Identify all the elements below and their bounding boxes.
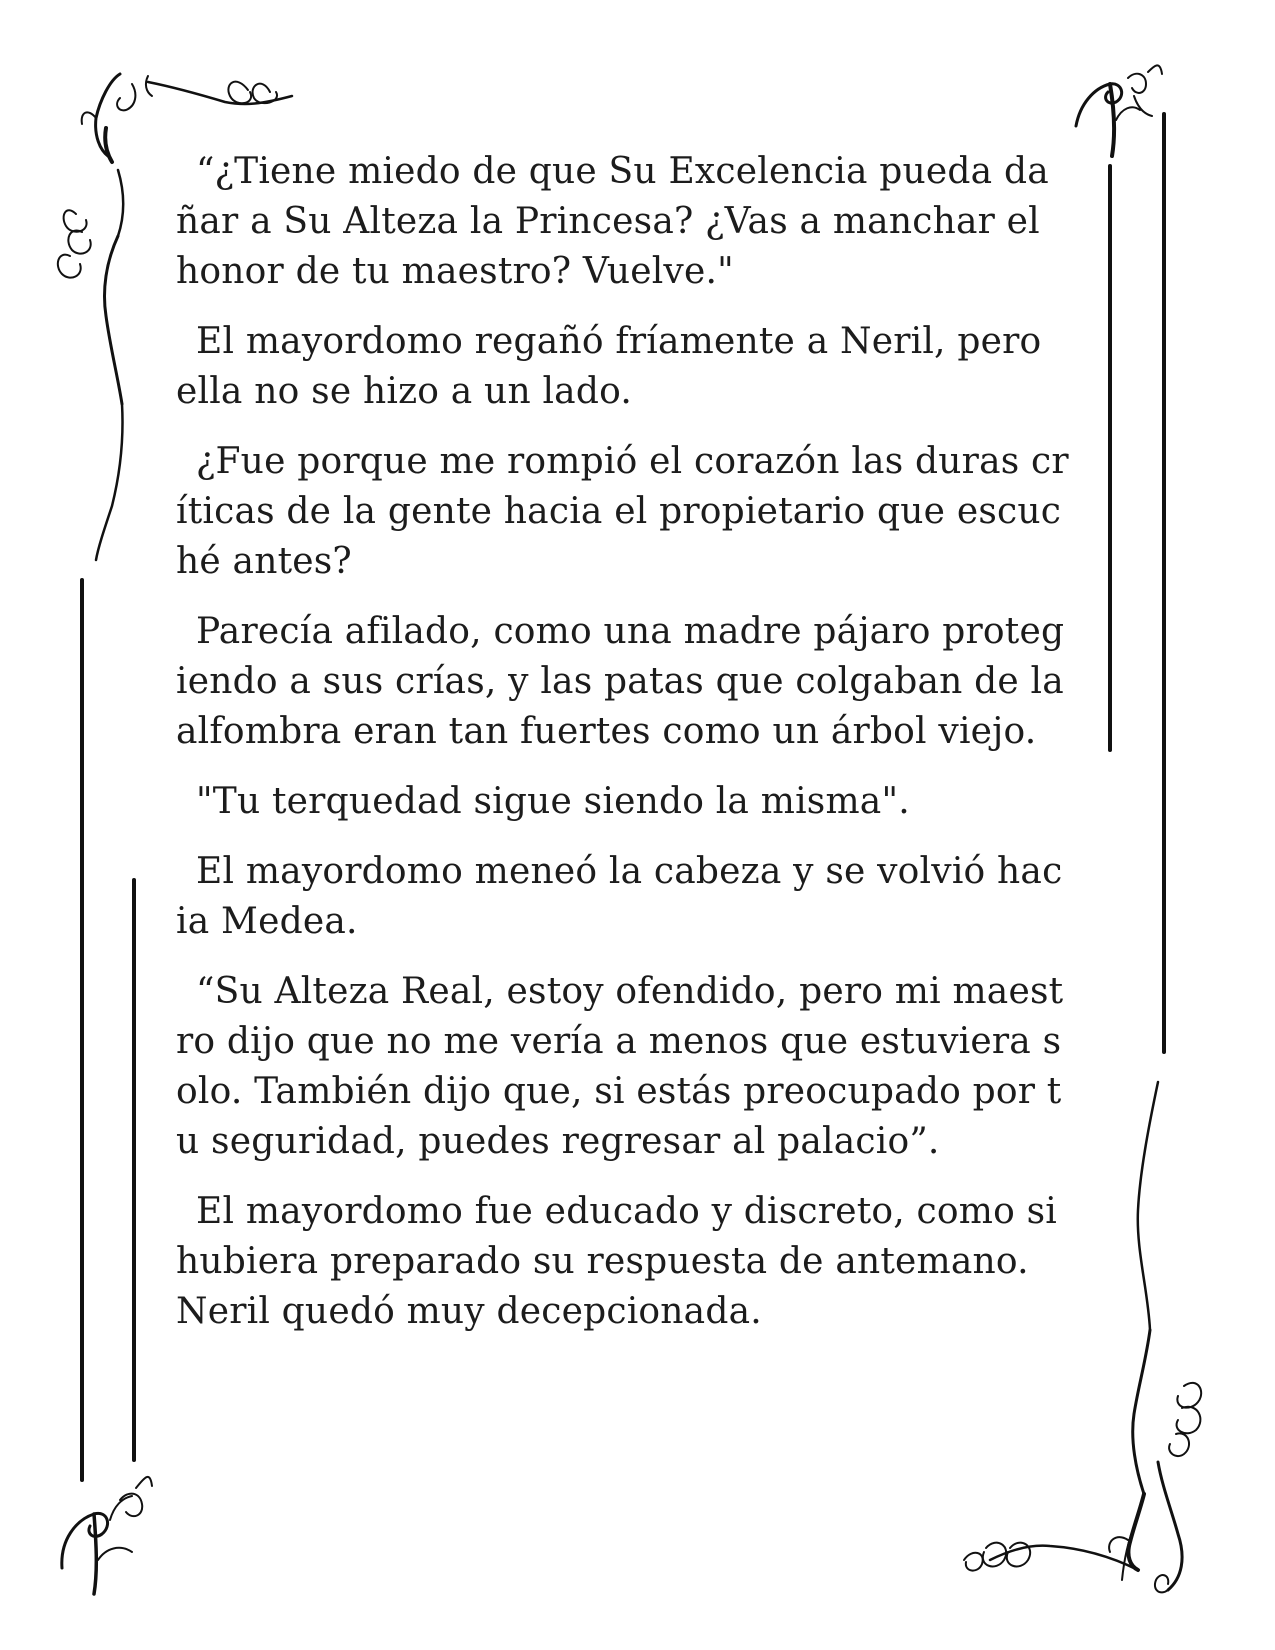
paragraph-7	[176, 967, 1101, 1167]
text-line: “Su Alteza Real, estoy ofendido, pero mi maest	[196, 971, 1064, 1012]
top-right-flourish-icon	[1076, 65, 1162, 156]
paragraph-4	[176, 607, 1101, 757]
paragraph-6	[176, 847, 1101, 947]
text-line: ella no se hizo a un lado.	[176, 371, 632, 412]
text-line: Neril quedó muy decepcionada.	[176, 1291, 762, 1332]
paragraph-5	[176, 777, 1101, 827]
text-line: íticas de la gente hacia el propietario que escuc	[176, 491, 1062, 532]
paragraph-3	[176, 437, 1101, 587]
text-line: olo. También dijo que, si estás preocupado por t	[176, 1071, 1062, 1112]
text-line: hubiera preparado su respuesta de antemano.	[176, 1241, 1029, 1282]
text-line: ia Medea.	[176, 901, 358, 942]
text-line: u seguridad, puedes regresar al palacio”.	[176, 1121, 940, 1162]
text-line: El mayordomo fue educado y discreto, como si	[196, 1191, 1058, 1232]
paragraph-2	[176, 317, 1101, 417]
text-line: El mayordomo regañó fríamente a Neril, pero	[196, 321, 1042, 362]
paragraph-1	[176, 147, 1101, 297]
text-line: "Tu terquedad sigue siendo la misma".	[196, 781, 910, 822]
text-line: alfombra eran tan fuertes como un árbol viejo.	[176, 711, 1037, 752]
text-line: El mayordomo meneó la cabeza y se volvió hac	[196, 851, 1063, 892]
text-line: hé antes?	[176, 541, 352, 582]
text-line: ¿Fue porque me rompió el corazón las duras cr	[196, 441, 1069, 482]
text-line: honor de tu maestro? Vuelve."	[176, 251, 734, 292]
text-line: iendo a sus crías, y las patas que colgaban de la	[176, 661, 1064, 702]
paragraph-8	[176, 1187, 1101, 1337]
text-line: ro dijo que no me vería a menos que estuviera s	[176, 1021, 1062, 1062]
text-line: ñar a Su Alteza la Princesa? ¿Vas a manchar el	[176, 201, 1040, 242]
bottom-left-flourish-icon	[62, 1477, 152, 1594]
text-line: “¿Tiene miedo de que Su Excelencia pueda da	[196, 151, 1049, 192]
page-text	[176, 147, 1101, 1357]
text-line: Parecía afilado, como una madre pájaro proteg	[196, 611, 1065, 652]
